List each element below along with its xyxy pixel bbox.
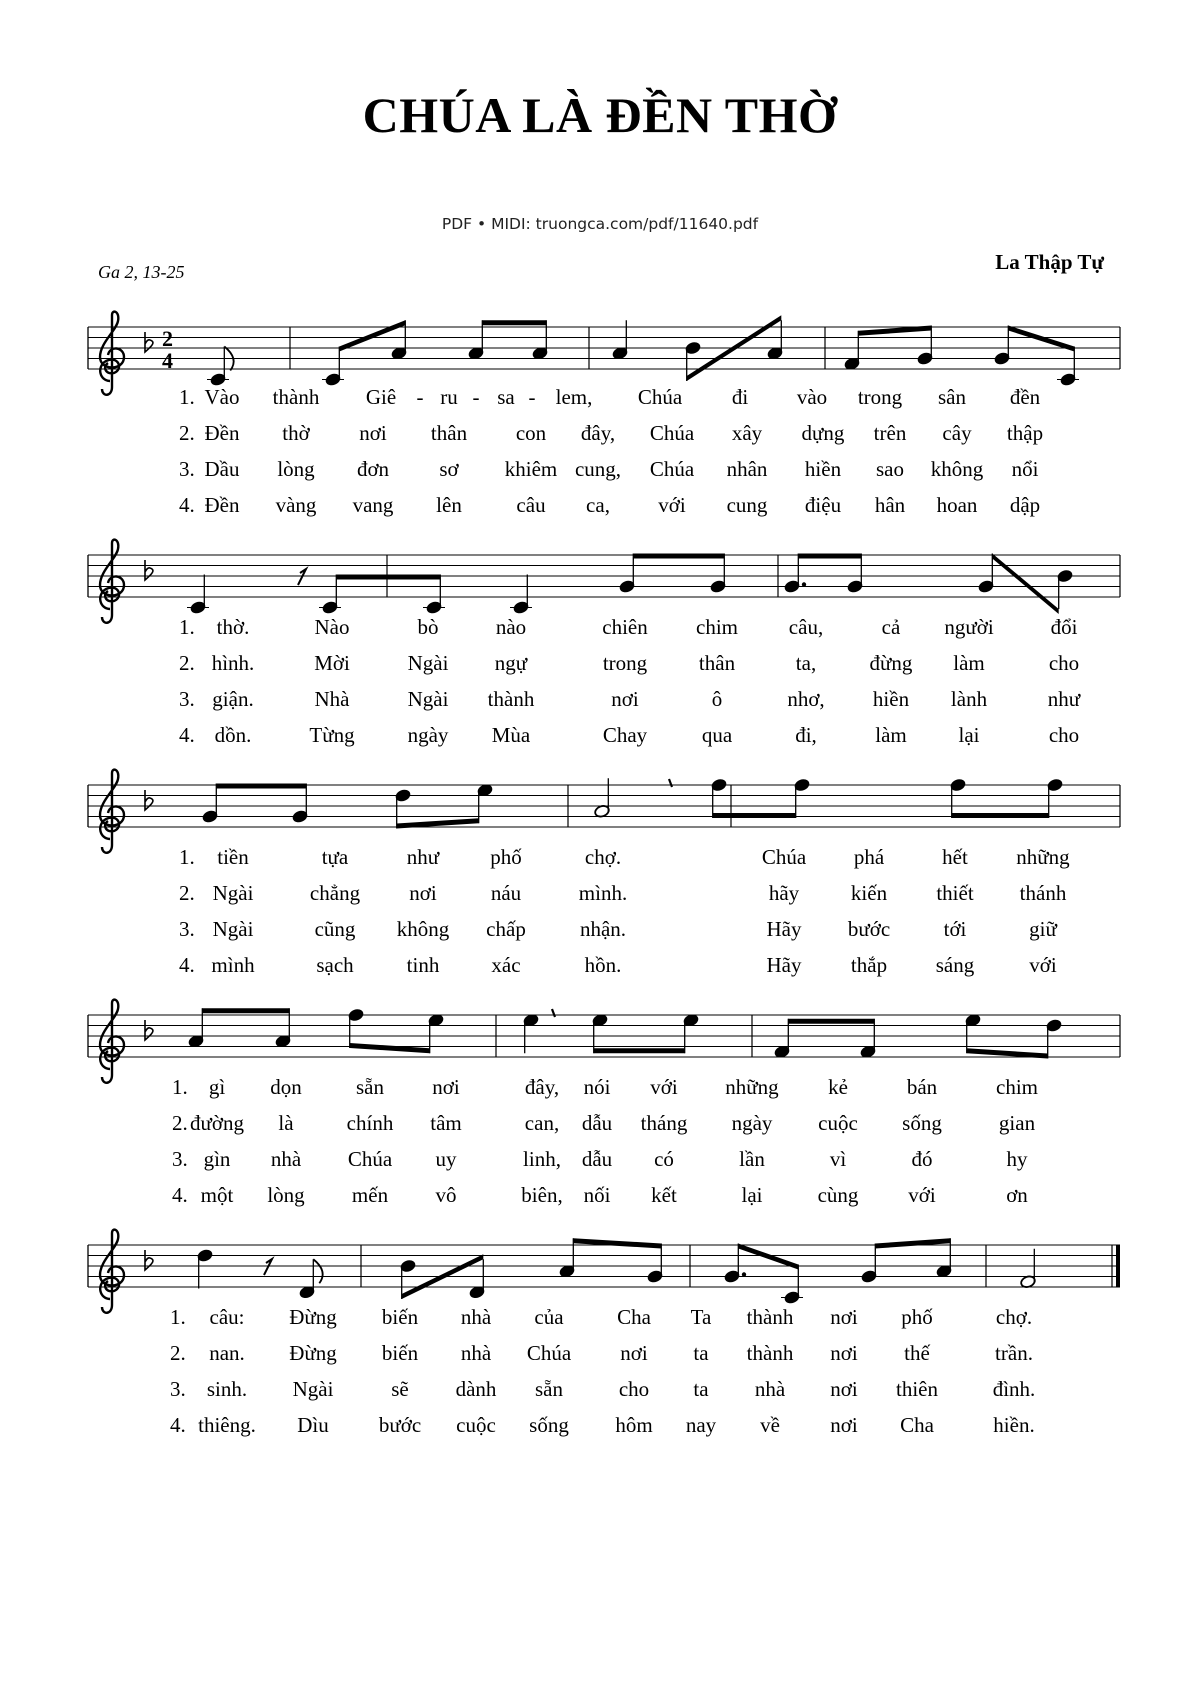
lyric-syllable: ngày bbox=[731, 1111, 773, 1135]
lyric-syllable: Mời bbox=[314, 651, 350, 675]
lyric-syllable: cho bbox=[1048, 651, 1080, 675]
lyric-syllable: mình. bbox=[578, 881, 628, 905]
lyric-syllable: dọn bbox=[270, 1075, 302, 1099]
source-link[interactable]: PDF • MIDI: truongca.com/pdf/11640.pdf bbox=[441, 215, 759, 233]
lyric-syllable: xây bbox=[731, 421, 763, 445]
lyric-syllable: có bbox=[654, 1147, 674, 1171]
lyric-syllable: nối bbox=[583, 1183, 611, 1207]
verse-number: 3. bbox=[179, 687, 195, 711]
dot bbox=[802, 582, 806, 586]
lyric-syllable: ngày bbox=[407, 723, 449, 747]
lyric-syllable: chim bbox=[996, 1075, 1038, 1099]
lyric-syllable: hiền. bbox=[993, 1413, 1035, 1437]
lyric-syllable: Ngài bbox=[212, 917, 254, 941]
lyric-syllable: lành bbox=[950, 687, 988, 711]
lyric-syllable: Ngài bbox=[407, 651, 449, 675]
lyric-syllable: Cha bbox=[900, 1413, 934, 1437]
lyric-syllable: câu, bbox=[788, 615, 824, 639]
verse-number: 2. bbox=[179, 421, 195, 445]
lyric-syllable: không bbox=[396, 917, 450, 941]
lyric-syllable: những bbox=[725, 1075, 779, 1099]
lyric-syllable: tháng bbox=[640, 1111, 688, 1135]
lyric-syllable: Từng bbox=[309, 723, 355, 747]
lyric-syllable: thiên bbox=[896, 1377, 938, 1401]
lyric-syllable: vô bbox=[435, 1183, 457, 1207]
lyric-syllable: nơi bbox=[409, 881, 437, 905]
verse-number: 2. bbox=[179, 651, 195, 675]
lyric-syllable: thành bbox=[272, 385, 320, 409]
beam bbox=[350, 1043, 430, 1053]
lyric-syllable: chấp bbox=[486, 917, 526, 941]
lyric-syllable: trần. bbox=[995, 1341, 1033, 1365]
beam bbox=[952, 813, 1049, 818]
lyric-syllable: hiền bbox=[872, 687, 910, 711]
verse-number: 2. bbox=[172, 1111, 188, 1135]
lyric-syllable: thiết bbox=[936, 881, 974, 905]
lyric-syllable: nan. bbox=[209, 1341, 245, 1365]
lyric-syllable: Đừng bbox=[289, 1305, 337, 1329]
lyric-syllable: tiền bbox=[217, 845, 249, 869]
lyric-syllable: Mùa bbox=[491, 723, 531, 747]
lyric-syllable: phố bbox=[901, 1305, 933, 1329]
lyric-syllable: Nào bbox=[314, 615, 350, 639]
lyric-syllable: sẵn bbox=[535, 1377, 563, 1401]
lyric-syllable: của bbox=[534, 1305, 564, 1329]
staff-system bbox=[88, 770, 1120, 977]
lyric-syllable: ta, bbox=[795, 651, 817, 675]
lyric-syllable: Dầu bbox=[204, 457, 240, 481]
lyric-syllable: con bbox=[515, 421, 547, 445]
lyric-syllable: cũng bbox=[314, 917, 356, 941]
lyric-syllable: cuộc bbox=[456, 1413, 496, 1437]
lyric-syllable: ơn bbox=[1006, 1183, 1028, 1207]
breath-mark bbox=[552, 1009, 555, 1017]
lyric-syllable: nơi bbox=[830, 1341, 858, 1365]
verse-number: 3. bbox=[179, 917, 195, 941]
lyric-syllable: cung bbox=[726, 493, 768, 517]
lyric-syllable: trong bbox=[857, 385, 903, 409]
lyric-syllable: như bbox=[1047, 687, 1081, 711]
lyric-syllable: sơ bbox=[439, 457, 459, 481]
lyric-syllable: làm bbox=[953, 651, 985, 675]
lyric-syllable: nói bbox=[583, 1075, 611, 1099]
lyric-syllable: vang bbox=[352, 493, 394, 517]
lyric-syllable: làm bbox=[875, 723, 907, 747]
lyric-syllable: gìn bbox=[203, 1147, 231, 1171]
beam bbox=[336, 575, 440, 580]
lyric-syllable: đi bbox=[731, 385, 749, 409]
lyric-syllable: lem, bbox=[555, 385, 593, 409]
lyric-syllable: nào bbox=[495, 615, 527, 639]
lyric-syllable: thánh bbox=[1019, 881, 1067, 905]
lyric-syllable: nhà bbox=[754, 1377, 786, 1401]
verse-number: 1. bbox=[179, 385, 195, 409]
lyric-syllable: về bbox=[760, 1413, 780, 1437]
lyric-syllable: lại bbox=[741, 1183, 763, 1207]
staff-system bbox=[88, 1000, 1120, 1207]
verse-number: 4. bbox=[172, 1183, 188, 1207]
lyric-syllable: đình. bbox=[992, 1377, 1036, 1401]
lyric-syllable: lại bbox=[958, 723, 980, 747]
lyric-syllable: biến bbox=[381, 1341, 419, 1365]
lyric-syllable: xác bbox=[491, 953, 521, 977]
dot bbox=[742, 1272, 746, 1276]
lyric-syllable: sao bbox=[876, 457, 904, 481]
lyric-syllable: thành bbox=[746, 1341, 794, 1365]
verse-number: 2. bbox=[179, 881, 195, 905]
flat-sign bbox=[145, 790, 153, 810]
lyric-syllable: mình bbox=[211, 953, 255, 977]
lyric-syllable: Dìu bbox=[297, 1413, 329, 1437]
lyric-syllable: nơi bbox=[432, 1075, 460, 1099]
lyric-syllable: Nhà bbox=[314, 687, 350, 711]
lyric-syllable: là bbox=[278, 1111, 294, 1135]
lyric-syllable: chính bbox=[346, 1111, 394, 1135]
verse-number: 4. bbox=[179, 723, 195, 747]
lyric-syllable: Chúa bbox=[649, 457, 695, 481]
beam bbox=[992, 554, 1058, 615]
beam bbox=[339, 320, 405, 351]
lyric-syllable: hiền bbox=[804, 457, 842, 481]
lyric-syllable: dồn. bbox=[214, 723, 252, 747]
lyric-syllable: ta bbox=[693, 1341, 709, 1365]
verse-number: 4. bbox=[179, 953, 195, 977]
treble-clef bbox=[100, 1230, 124, 1313]
lyric-syllable: cung, bbox=[574, 457, 622, 481]
lyric-syllable: câu bbox=[516, 493, 546, 517]
beam bbox=[573, 1238, 661, 1248]
lyric-syllable: với bbox=[1029, 953, 1057, 977]
lyric-syllable: vì bbox=[829, 1147, 847, 1171]
lyric-syllable: đơn bbox=[356, 457, 390, 481]
lyric-syllable: hy bbox=[1006, 1147, 1028, 1171]
final-barline-thick bbox=[1116, 1245, 1120, 1287]
lyric-syllable: thân bbox=[430, 421, 468, 445]
lyric-syllable: náu bbox=[490, 881, 522, 905]
lyric-syllable: với bbox=[658, 493, 686, 517]
lyric-syllable: không bbox=[930, 457, 984, 481]
lyric-syllable: Chúa bbox=[347, 1147, 393, 1171]
lyric-syllable: giữ bbox=[1029, 917, 1057, 941]
lyric-syllable: dựng bbox=[801, 421, 845, 445]
lyric-syllable: hãy bbox=[768, 881, 800, 905]
lyric-syllable: lòng bbox=[277, 457, 315, 481]
lyric-syllable: Chúa bbox=[637, 385, 683, 409]
lyric-syllable: gì bbox=[208, 1075, 226, 1099]
lyric-syllable: Đền bbox=[204, 421, 240, 445]
lyric-syllable: ca, bbox=[586, 493, 610, 517]
lyric-syllable: đừng bbox=[869, 651, 913, 675]
lyric-syllable: chợ. bbox=[995, 1305, 1033, 1329]
lyric-syllable: đi, bbox=[795, 723, 817, 747]
lyric-syllable: nổi bbox=[1011, 457, 1039, 481]
eighth-rest bbox=[298, 569, 306, 585]
lyric-syllable: nhà bbox=[460, 1305, 492, 1329]
lyric-syllable: câu: bbox=[209, 1305, 245, 1329]
beam bbox=[713, 813, 796, 818]
lyric-syllable: một bbox=[200, 1183, 234, 1207]
lyric-syllable: chiên bbox=[602, 615, 648, 639]
beam bbox=[482, 320, 546, 325]
lyric-syllable: người bbox=[944, 615, 994, 639]
verse-number: 4. bbox=[170, 1413, 186, 1437]
lyric-syllable: phố bbox=[490, 845, 522, 869]
lyric-syllable: dành bbox=[455, 1377, 497, 1401]
lyric-syllable: lần bbox=[739, 1147, 765, 1171]
lyric-syllable: hồn. bbox=[584, 953, 622, 977]
lyric-syllable: cây bbox=[942, 421, 972, 445]
lyric-syllable: hoan bbox=[936, 493, 978, 517]
lyric-syllable: Đừng bbox=[289, 1341, 337, 1365]
verse-number: 1. bbox=[170, 1305, 186, 1329]
lyric-syllable: thành bbox=[746, 1305, 794, 1329]
lyric-syllable: với bbox=[908, 1183, 936, 1207]
beam bbox=[594, 1048, 685, 1053]
lyric-syllable: dẫu bbox=[581, 1111, 613, 1135]
lyric-syllable: chợ. bbox=[584, 845, 622, 869]
lyric-syllable: hết bbox=[942, 845, 968, 869]
lyric-syllable: kẻ bbox=[828, 1075, 848, 1099]
lyric-syllable: ru bbox=[440, 385, 458, 409]
treble-clef bbox=[100, 1000, 124, 1083]
lyric-syllable: nhơ, bbox=[787, 687, 825, 711]
composer-name: La Thập Tự bbox=[995, 250, 1104, 274]
lyric-syllable: đổi bbox=[1050, 615, 1078, 639]
lyric-syllable: nơi bbox=[830, 1413, 858, 1437]
lyric-syllable: Chay bbox=[602, 723, 648, 747]
beam bbox=[202, 1008, 289, 1013]
verse-number: 1. bbox=[179, 615, 195, 639]
lyric-syllable: bước bbox=[847, 917, 891, 941]
lyric-syllable: ô bbox=[711, 687, 723, 711]
lyric-syllable: hân bbox=[874, 493, 906, 517]
lyric-syllable: Chúa bbox=[526, 1341, 572, 1365]
lyric-syllable: tâm bbox=[430, 1111, 462, 1135]
lyric-syllable: thành bbox=[487, 687, 535, 711]
lyric-syllable: sa bbox=[497, 385, 515, 409]
lyric-syllable: kết bbox=[651, 1183, 677, 1207]
lyric-syllable: thờ bbox=[282, 421, 310, 445]
scripture-reference: Ga 2, 13-25 bbox=[98, 262, 185, 282]
lyric-syllable: sống bbox=[529, 1413, 569, 1437]
lyric-syllable: nơi bbox=[830, 1377, 858, 1401]
lyric-syllable: thân bbox=[698, 651, 736, 675]
lyric-syllable: gian bbox=[998, 1111, 1036, 1135]
lyric-syllable: Ngài bbox=[292, 1377, 334, 1401]
flat-sign bbox=[145, 1250, 153, 1270]
lyric-syllable: phá bbox=[853, 845, 885, 869]
lyric-syllable: đường bbox=[190, 1111, 244, 1135]
lyric-syllable: Hãy bbox=[766, 917, 802, 941]
lyric-syllable: lên bbox=[436, 493, 462, 517]
lyric-syllable: dập bbox=[1009, 493, 1041, 517]
staff-system bbox=[88, 312, 1120, 517]
lyric-syllable: Hãy bbox=[766, 953, 802, 977]
lyric-syllable: Chúa bbox=[649, 421, 695, 445]
lyric-syllable: chim bbox=[696, 615, 738, 639]
lyric-syllable: nay bbox=[685, 1413, 717, 1437]
lyric-syllable: đây, bbox=[524, 1075, 560, 1099]
flat-sign bbox=[145, 1020, 153, 1040]
lyric-syllable: đền bbox=[1009, 385, 1041, 409]
lyric-syllable: điệu bbox=[804, 493, 842, 517]
lyric-syllable: tới bbox=[943, 917, 967, 941]
lyric-syllable: sạch bbox=[316, 953, 354, 977]
beam bbox=[875, 1238, 950, 1248]
treble-clef-shape bbox=[100, 1230, 124, 1313]
lyric-syllable: sẵn bbox=[356, 1075, 384, 1099]
lyric-syllable: linh, bbox=[523, 1147, 561, 1171]
lyric-syllable: sinh. bbox=[206, 1377, 248, 1401]
lyric-syllable: thắp bbox=[850, 953, 888, 977]
flat-sign bbox=[145, 560, 153, 580]
verse-number: 3. bbox=[172, 1147, 188, 1171]
lyric-syllable: trên bbox=[873, 421, 907, 445]
lyric-syllable: ngự bbox=[494, 651, 528, 675]
lyric-syllable: sân bbox=[938, 385, 966, 409]
song-title: CHÚA LÀ ĐỀN THỜ bbox=[362, 87, 838, 143]
lyric-syllable: nơi bbox=[359, 421, 387, 445]
lyric-syllable: lòng bbox=[267, 1183, 305, 1207]
lyric-syllable: qua bbox=[701, 723, 733, 747]
lyric-syllable: Đền bbox=[204, 493, 240, 517]
time-signature-bottom: 4 bbox=[162, 348, 173, 373]
lyric-syllable: thờ. bbox=[216, 615, 250, 639]
lyric-syllable: Ngài bbox=[407, 687, 449, 711]
lyric-syllable: tựa bbox=[321, 845, 349, 869]
lyric-syllable: những bbox=[1016, 845, 1070, 869]
lyric-syllable: Chúa bbox=[761, 845, 807, 869]
beam bbox=[798, 554, 861, 559]
lyric-syllable: như bbox=[406, 845, 440, 869]
lyric-syllable: Giê bbox=[365, 385, 397, 409]
treble-clef bbox=[100, 540, 124, 623]
lyric-syllable: sống bbox=[902, 1111, 942, 1135]
lyric-syllable: Cha bbox=[617, 1305, 651, 1329]
lyric-syllable: - bbox=[528, 385, 536, 409]
lyric-syllable: biến bbox=[381, 1305, 419, 1329]
treble-clef-shape bbox=[100, 770, 124, 853]
lyric-syllable: kiến bbox=[850, 881, 888, 905]
time-signature-top: 2 bbox=[162, 326, 173, 351]
treble-clef-shape bbox=[100, 1000, 124, 1083]
lyric-syllable: sẽ bbox=[391, 1377, 409, 1401]
lyric-syllable: nhận. bbox=[579, 917, 627, 941]
lyric-syllable: thiêng. bbox=[198, 1413, 256, 1437]
lyric-syllable: biên, bbox=[521, 1183, 563, 1207]
treble-clef bbox=[100, 312, 124, 395]
lyric-syllable: nơi bbox=[830, 1305, 858, 1329]
staff-system bbox=[88, 1230, 1120, 1437]
lyric-syllable: Ta bbox=[690, 1305, 712, 1329]
lyric-syllable: khiêm bbox=[504, 457, 558, 481]
staff-system bbox=[88, 540, 1120, 747]
lyric-syllable: bò bbox=[417, 615, 439, 639]
lyric-syllable: Ngài bbox=[212, 881, 254, 905]
verse-number: 4. bbox=[179, 493, 195, 517]
treble-clef-shape bbox=[100, 540, 124, 623]
verse-number: 1. bbox=[179, 845, 195, 869]
lyric-syllable: nhà bbox=[270, 1147, 302, 1171]
verse-number: 2. bbox=[170, 1341, 186, 1365]
lyric-syllable: chẳng bbox=[309, 881, 361, 905]
lyric-syllable: - bbox=[472, 385, 480, 409]
beam bbox=[788, 1019, 874, 1024]
note-flag bbox=[313, 1259, 322, 1283]
beam bbox=[216, 784, 306, 789]
lyric-syllable: cuộc bbox=[818, 1111, 858, 1135]
lyric-syllable: cho bbox=[618, 1377, 650, 1401]
lyric-syllable: giận. bbox=[212, 687, 254, 711]
lyric-syllable: uy bbox=[435, 1147, 457, 1171]
lyric-syllable: ta bbox=[693, 1377, 709, 1401]
verse-number: 3. bbox=[179, 457, 195, 481]
verse-number: 1. bbox=[172, 1075, 188, 1099]
lyric-syllable: - bbox=[416, 385, 424, 409]
lyric-syllable: cùng bbox=[817, 1183, 859, 1207]
verse-number: 3. bbox=[170, 1377, 186, 1401]
treble-clef-shape bbox=[100, 312, 124, 395]
lyric-syllable: dẫu bbox=[581, 1147, 613, 1171]
lyric-syllable: trong bbox=[602, 651, 648, 675]
lyric-syllable: mến bbox=[351, 1183, 389, 1207]
eighth-rest bbox=[264, 1259, 272, 1275]
lyric-syllable: bước bbox=[378, 1413, 422, 1437]
lyric-syllable: với bbox=[650, 1075, 678, 1099]
lyric-syllable: nơi bbox=[620, 1341, 648, 1365]
lyric-syllable: vàng bbox=[275, 493, 317, 517]
lyric-syllable: tinh bbox=[406, 953, 440, 977]
lyric-syllable: cho bbox=[1048, 723, 1080, 747]
lyric-syllable: hôm bbox=[615, 1413, 653, 1437]
lyric-syllable: bán bbox=[906, 1075, 938, 1099]
lyric-syllable: đó bbox=[911, 1147, 933, 1171]
beam bbox=[633, 554, 724, 559]
lyric-syllable: thế bbox=[904, 1341, 930, 1365]
lyric-syllable: can, bbox=[524, 1111, 560, 1135]
lyric-syllable: nơi bbox=[611, 687, 639, 711]
lyric-syllable: sáng bbox=[935, 953, 975, 977]
lyric-syllable: hình. bbox=[211, 651, 255, 675]
treble-clef bbox=[100, 770, 124, 853]
lyric-syllable: nhân bbox=[726, 457, 768, 481]
lyric-syllable: vào bbox=[796, 385, 828, 409]
lyric-syllable: Vào bbox=[204, 385, 240, 409]
flat-sign bbox=[145, 332, 153, 352]
lyric-syllable: cả bbox=[881, 615, 901, 639]
lyric-syllable: đây, bbox=[580, 421, 616, 445]
lyric-syllable: thập bbox=[1006, 421, 1044, 445]
lyric-syllable: nhà bbox=[460, 1341, 492, 1365]
breath-mark bbox=[669, 779, 672, 787]
